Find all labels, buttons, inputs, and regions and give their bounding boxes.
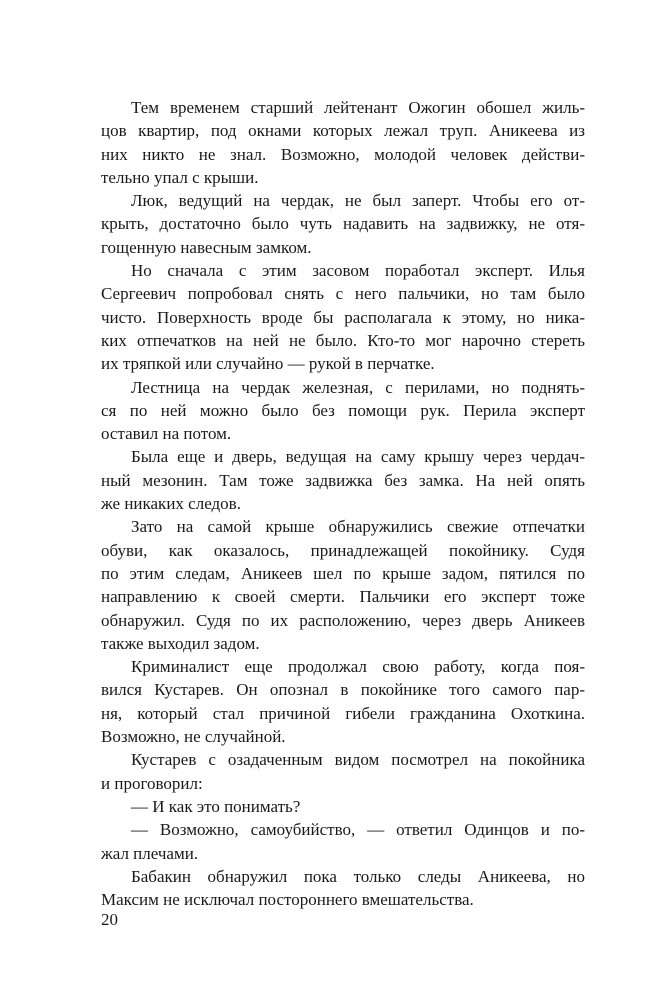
- text-line: обнаружил. Судя по их расположению, через дверь Аникеев: [101, 610, 585, 630]
- text-line: Бабакин обнаружил пока только следы Аникеева, но: [131, 866, 585, 886]
- text-line: Зато на самой крыше обнаружились свежие отпечатки: [131, 517, 585, 537]
- text-line: цов квартир, под окнами которых лежал труп. Аникеева из: [101, 121, 585, 141]
- paragraph: [101, 259, 585, 375]
- text-line: оставил на потом.: [101, 424, 232, 444]
- text-line: — Возможно, самоубийство, — ответил Одинцов и по-: [131, 820, 585, 840]
- text-line: гощенную навесным замком.: [101, 237, 312, 257]
- paragraph: [101, 795, 585, 818]
- paragraph: [101, 376, 585, 446]
- text-line: Была еще и дверь, ведущая на саму крышу через чердач-: [131, 447, 585, 467]
- paragraph: [101, 748, 585, 795]
- text-line: Максим не исключал постороннего вмешательства.: [101, 890, 474, 910]
- text-line: ня, который стал причиной гибели гражданина Охоткина.: [101, 703, 585, 723]
- text-line: — И как это понимать?: [131, 796, 301, 816]
- text-line: Но сначала с этим засовом поработал эксперт. Илья: [131, 261, 585, 281]
- body-text: [101, 96, 585, 911]
- text-line: же никаких следов.: [101, 494, 241, 514]
- text-line: чисто. Поверхность вроде бы располагала к этому, но ника-: [101, 307, 585, 327]
- paragraph: [101, 445, 585, 515]
- text-line: ких отпечатков на ней не было. Кто-то мог нарочно стереть: [101, 330, 585, 350]
- text-line: ный мезонин. Там тоже задвижка без замка. На ней опять: [101, 470, 585, 490]
- text-line: по этим следам, Аникеев шел по крыше задом, пятился по: [101, 563, 585, 583]
- text-line: них никто не знал. Возможно, молодой человек действи-: [101, 144, 585, 164]
- text-line: направлению к своей смерти. Пальчики его эксперт тоже: [101, 587, 585, 607]
- text-line: Криминалист еще продолжал свою работу, когда поя-: [131, 657, 585, 677]
- paragraph: [101, 96, 585, 189]
- text-line: Кустарев с озадаченным видом посмотрел на покойника: [131, 750, 585, 770]
- page-number: 20: [101, 910, 118, 929]
- text-line: жал плечами.: [101, 843, 199, 863]
- paragraph: [101, 865, 585, 912]
- text-line: их тряпкой или случайно — рукой в перчатке.: [101, 354, 435, 374]
- text-line: ся по ней можно было без помощи рук. Перила эксперт: [101, 400, 585, 420]
- text-line: также выходил задом.: [101, 633, 260, 653]
- text-line: Тем временем старший лейтенант Ожогин обошел жиль-: [131, 98, 585, 117]
- text-line: обуви, как оказалось, принадлежащей покойнику. Судя: [101, 540, 585, 560]
- text-line: тельно упал с крыши.: [101, 167, 259, 187]
- paragraph: [101, 655, 585, 748]
- paragraph: [101, 515, 585, 655]
- paragraph: [101, 189, 585, 259]
- text-line: вился Кустарев. Он опознал в покойнике того самого пар-: [101, 680, 585, 700]
- paragraph: [101, 818, 585, 865]
- text-line: Возможно, не случайной.: [101, 727, 286, 747]
- text-line: и проговорил:: [101, 773, 203, 793]
- text-line: Лестница на чердак железная, с перилами, но поднять-: [131, 377, 585, 397]
- text-line: Сергеевич попробовал снять с него пальчики, но там было: [101, 284, 585, 304]
- text-line: крыть, достаточно было чуть надавить на задвижку, не отя-: [101, 214, 585, 234]
- text-line: Люк, ведущий на чердак, не был заперт. Чтобы его от-: [131, 191, 585, 211]
